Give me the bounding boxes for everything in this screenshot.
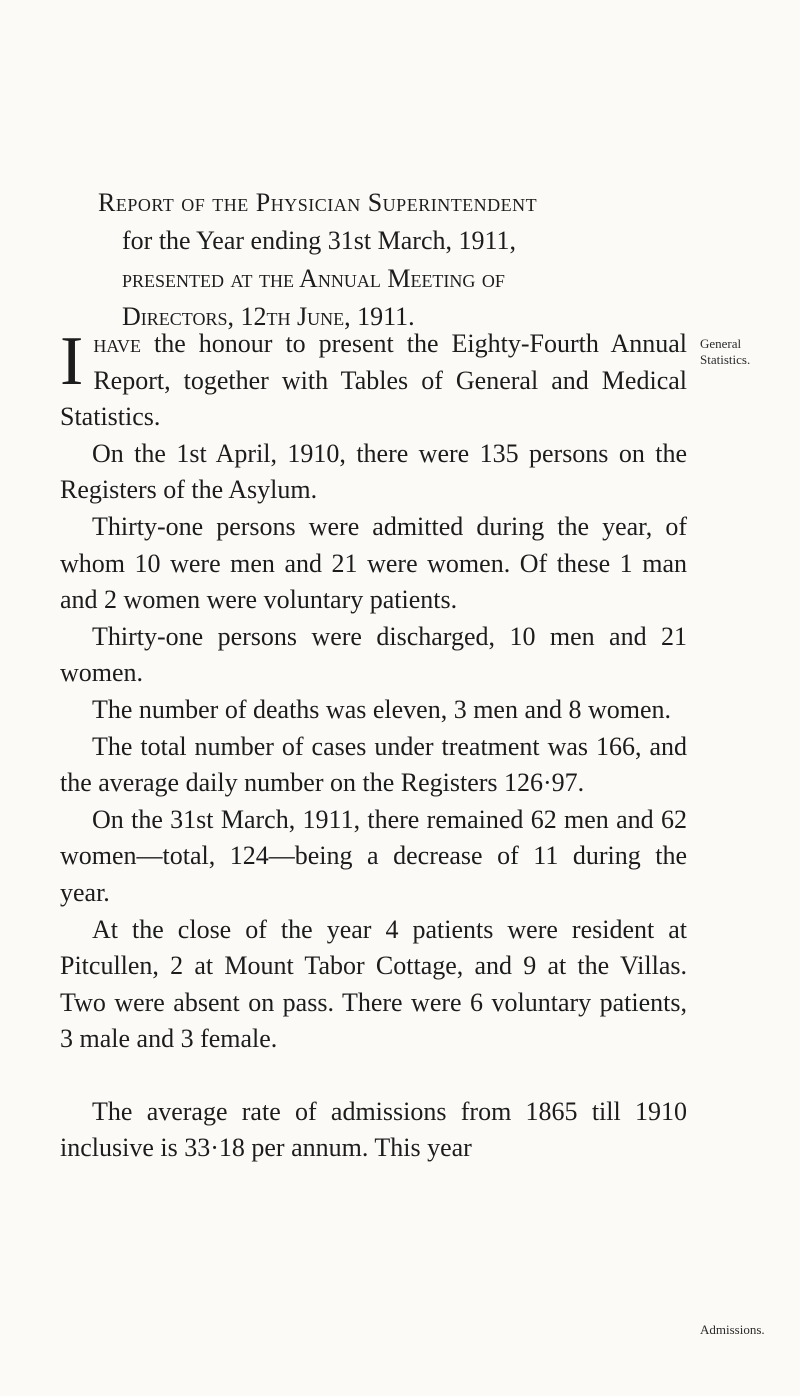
- margin-note-admissions: Admissions.: [700, 1322, 765, 1337]
- drop-cap: I: [60, 323, 84, 400]
- paragraph-remaining: On the 31st March, 1911, there remained 62 men and 62 women—total, 124—being a decrease of 11 during the year.: [60, 804, 687, 907]
- heading-line-4: Directors, 12th June, 1911.: [122, 302, 415, 331]
- paragraph-intro: [60, 323, 687, 436]
- paragraph-admission-rate: The average rate of admissions from 1865 till 1910 inclusive is 33·18 per annum. This year: [60, 1096, 687, 1163]
- report-body: [60, 323, 687, 1167]
- paragraph-total-cases: The total number of cases under treatment was 166, and the average daily number on the Registers 126·97.: [60, 731, 687, 798]
- margin-note-general-statistics: General Statistics.: [700, 336, 751, 367]
- heading-line-3: presented at the Annual Meeting of: [122, 264, 505, 293]
- report-heading: [98, 184, 698, 336]
- paragraph-residence: At the close of the year 4 patients were resident at Pitcullen, 2 at Mount Tabor Cottage, and 9 at the Villas. Two were absent on pass. There were 6 voluntary patients, 3 male and 3 female.: [60, 914, 687, 1054]
- paragraph-admitted: Thirty-one persons were admitted during the year, of whom 10 were men and 21 were women. Of these 1 man and 2 women were voluntary patients.: [60, 511, 687, 615]
- paragraph-intro-text: the honour to present the Eighty-Fourth Annual Report, together with Tables of General and Medical Statistics.: [60, 329, 687, 432]
- paragraph-deaths: The number of deaths was eleven, 3 men and 8 women.: [92, 694, 672, 724]
- lead-word: have: [93, 329, 141, 358]
- heading-line-2: for the Year ending 31st March, 1911,: [122, 226, 517, 255]
- paragraph-discharged: Thirty-one persons were discharged, 10 men and 21 women.: [60, 621, 687, 688]
- paragraph-registers: On the 1st April, 1910, there were 135 persons on the Registers of the Asylum.: [60, 438, 687, 505]
- heading-line-1: Report of the Physician Superintendent: [98, 188, 538, 217]
